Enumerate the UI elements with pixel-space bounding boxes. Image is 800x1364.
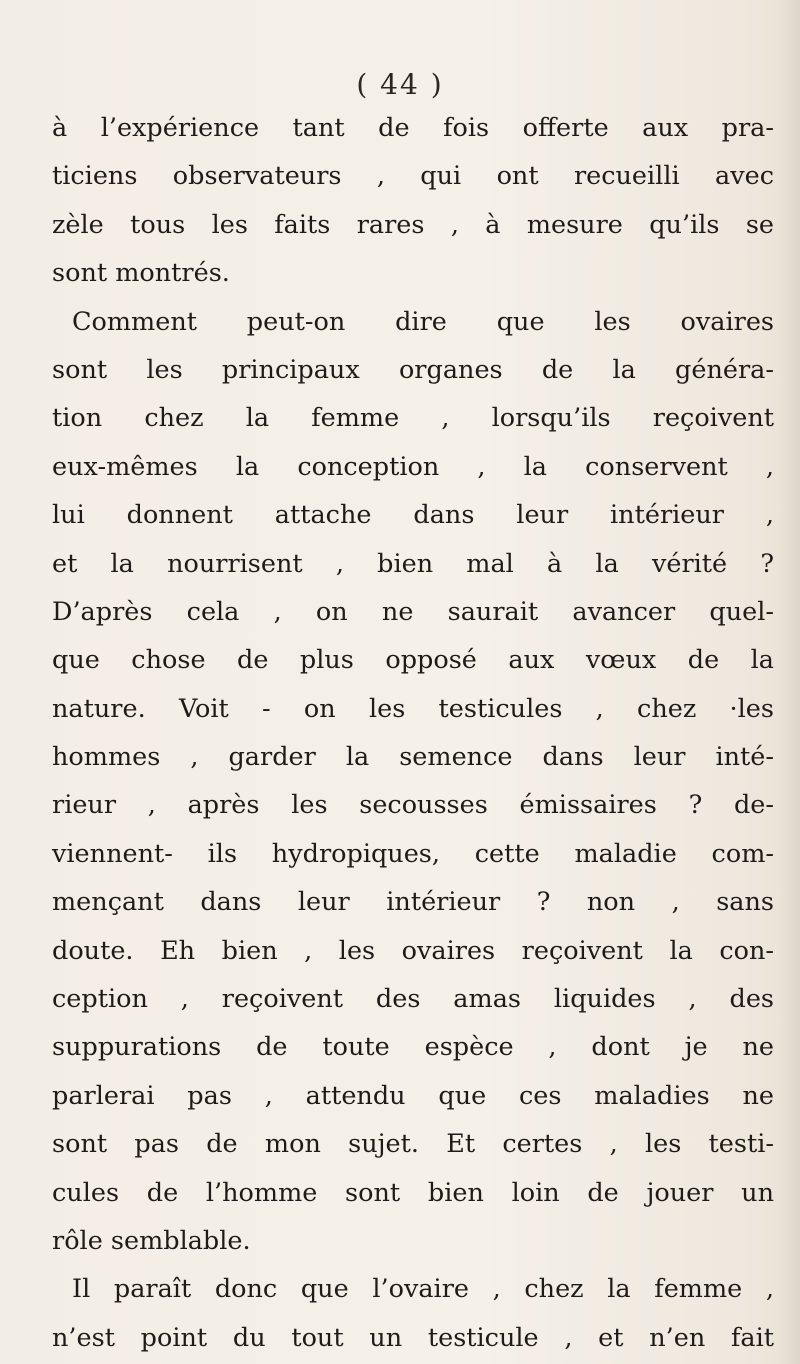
text-line: viennent- ils hydropiques, cette maladie com- xyxy=(52,838,774,869)
text-line: D’après cela , on ne saurait avancer quel- xyxy=(52,596,774,627)
text-line: nature. Voit - on les testicules , chez ·les xyxy=(52,693,774,724)
text-line: lui donnent attache dans leur intérieur , xyxy=(52,500,774,531)
page-edge-shadow xyxy=(778,0,800,1364)
text-line: parlerai pas , attendu que ces maladies ne xyxy=(52,1080,774,1111)
text-line: ception , reçoivent des amas liquides , des xyxy=(52,984,774,1015)
text-line: à l’expérience tant de fois offerte aux pra- xyxy=(52,113,774,143)
text-line: suppurations de toute espèce , dont je ne xyxy=(52,1032,774,1063)
text-line: mençant dans leur intérieur ? non , sans xyxy=(52,887,774,918)
text-line: que chose de plus opposé aux vœux de la xyxy=(52,645,774,676)
text-line: Il paraît donc que l’ovaire , chez la femme , xyxy=(72,1274,774,1305)
page-number: ( 44 ) xyxy=(356,68,444,101)
text-line: sont montrés. xyxy=(52,258,230,289)
text-line: sont les principaux organes de la généra- xyxy=(52,354,774,385)
text-line: sont pas de mon sujet. Et certes , les testi- xyxy=(52,1129,774,1160)
text-line: n’est point du tout un testicule , et n’en fait xyxy=(52,1322,774,1353)
text-line: ticiens observateurs , qui ont recueilli avec xyxy=(52,161,774,192)
text-line: doute. Eh bien , les ovaires reçoivent la con- xyxy=(52,935,774,966)
text-line: cules de l’homme sont bien loin de jouer un xyxy=(52,1177,774,1208)
text-line: hommes , garder la semence dans leur inté- xyxy=(52,742,774,773)
body-text xyxy=(52,104,774,1362)
text-line: tion chez la femme , lorsqu’ils reçoivent xyxy=(52,403,774,434)
text-line: et la nourrisent , bien mal à la vérité ? xyxy=(52,548,774,579)
text-line: Comment peut-on dire que les ovaires xyxy=(72,306,774,337)
text-line: rieur , après les secousses émissaires ? de- xyxy=(52,790,774,821)
text-line: zèle tous les faits rares , à mesure qu’ils se xyxy=(52,209,774,240)
text-line: rôle semblable. xyxy=(52,1225,251,1256)
text-line: eux-mêmes la conception , la conservent , xyxy=(52,451,774,482)
